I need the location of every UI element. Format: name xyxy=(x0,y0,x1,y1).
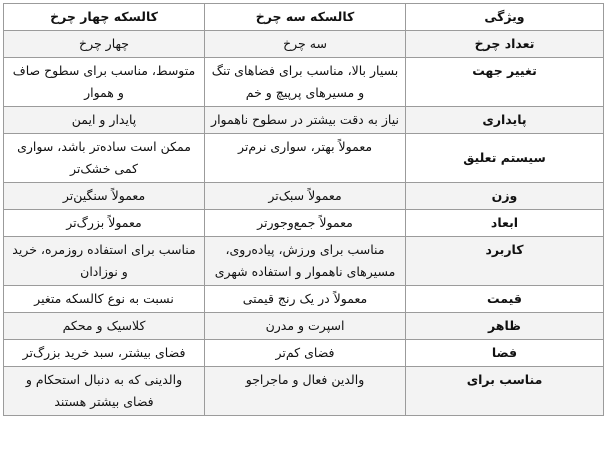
feature-cell: ابعاد xyxy=(406,210,604,237)
four-wheel-cell: والدینی که به دنبال استحکام و فضای بیشتر هستند xyxy=(4,367,205,416)
feature-cell: سیستم تعلیق xyxy=(406,134,604,183)
three-wheel-cell: فضای کم‌تر xyxy=(205,340,406,367)
comparison-table xyxy=(3,3,604,416)
header-feature: ویژگی xyxy=(406,4,604,31)
table-row xyxy=(4,58,604,107)
three-wheel-cell: نیاز به دقت بیشتر در سطوح ناهموار xyxy=(205,107,406,134)
table-row xyxy=(4,31,604,58)
feature-cell: فضا xyxy=(406,340,604,367)
four-wheel-cell: کلاسیک و محکم xyxy=(4,313,205,340)
table-row xyxy=(4,286,604,313)
four-wheel-cell: معمولاً بزرگ‌تر xyxy=(4,210,205,237)
table-row xyxy=(4,107,604,134)
table-header-row xyxy=(4,4,604,31)
feature-cell: تعداد چرخ xyxy=(406,31,604,58)
four-wheel-cell: چهار چرخ xyxy=(4,31,205,58)
table-row xyxy=(4,313,604,340)
feature-cell: پایداری xyxy=(406,107,604,134)
four-wheel-cell: متوسط، مناسب برای سطوح صاف و هموار xyxy=(4,58,205,107)
four-wheel-cell: فضای بیشتر، سبد خرید بزرگ‌تر xyxy=(4,340,205,367)
feature-cell: قیمت xyxy=(406,286,604,313)
four-wheel-cell: معمولاً سنگین‌تر xyxy=(4,183,205,210)
feature-cell: کاربرد xyxy=(406,237,604,286)
three-wheel-cell: معمولاً سبک‌تر xyxy=(205,183,406,210)
three-wheel-cell: والدین فعال و ماجراجو xyxy=(205,367,406,416)
three-wheel-cell: بسیار بالا، مناسب برای فضاهای تنگ و مسیرهای پرپیچ و خم xyxy=(205,58,406,107)
four-wheel-cell: پایدار و ایمن xyxy=(4,107,205,134)
three-wheel-cell: معمولاً بهتر، سواری نرم‌تر xyxy=(205,134,406,183)
three-wheel-cell: سه چرخ xyxy=(205,31,406,58)
table-row xyxy=(4,367,604,416)
table-row xyxy=(4,340,604,367)
table-row xyxy=(4,134,604,183)
feature-cell: مناسب برای xyxy=(406,367,604,416)
four-wheel-cell: ممکن است ساده‌تر باشد، سواری کمی خشک‌تر xyxy=(4,134,205,183)
table-row xyxy=(4,183,604,210)
header-four-wheel: کالسکه چهار چرخ xyxy=(4,4,205,31)
four-wheel-cell: نسبت به نوع کالسکه متغیر xyxy=(4,286,205,313)
feature-cell: تغییر جهت xyxy=(406,58,604,107)
three-wheel-cell: اسپرت و مدرن xyxy=(205,313,406,340)
header-three-wheel: کالسکه سه چرخ xyxy=(205,4,406,31)
feature-cell: ظاهر xyxy=(406,313,604,340)
three-wheel-cell: معمولاً جمع‌وجورتر xyxy=(205,210,406,237)
three-wheel-cell: معمولاً در یک رنج قیمتی xyxy=(205,286,406,313)
table-row xyxy=(4,237,604,286)
four-wheel-cell: مناسب برای استفاده روزمره، خرید و نوزادان xyxy=(4,237,205,286)
three-wheel-cell: مناسب برای ورزش، پیاده‌روی، مسیرهای ناهموار و استفاده شهری xyxy=(205,237,406,286)
feature-cell: وزن xyxy=(406,183,604,210)
table-row xyxy=(4,210,604,237)
